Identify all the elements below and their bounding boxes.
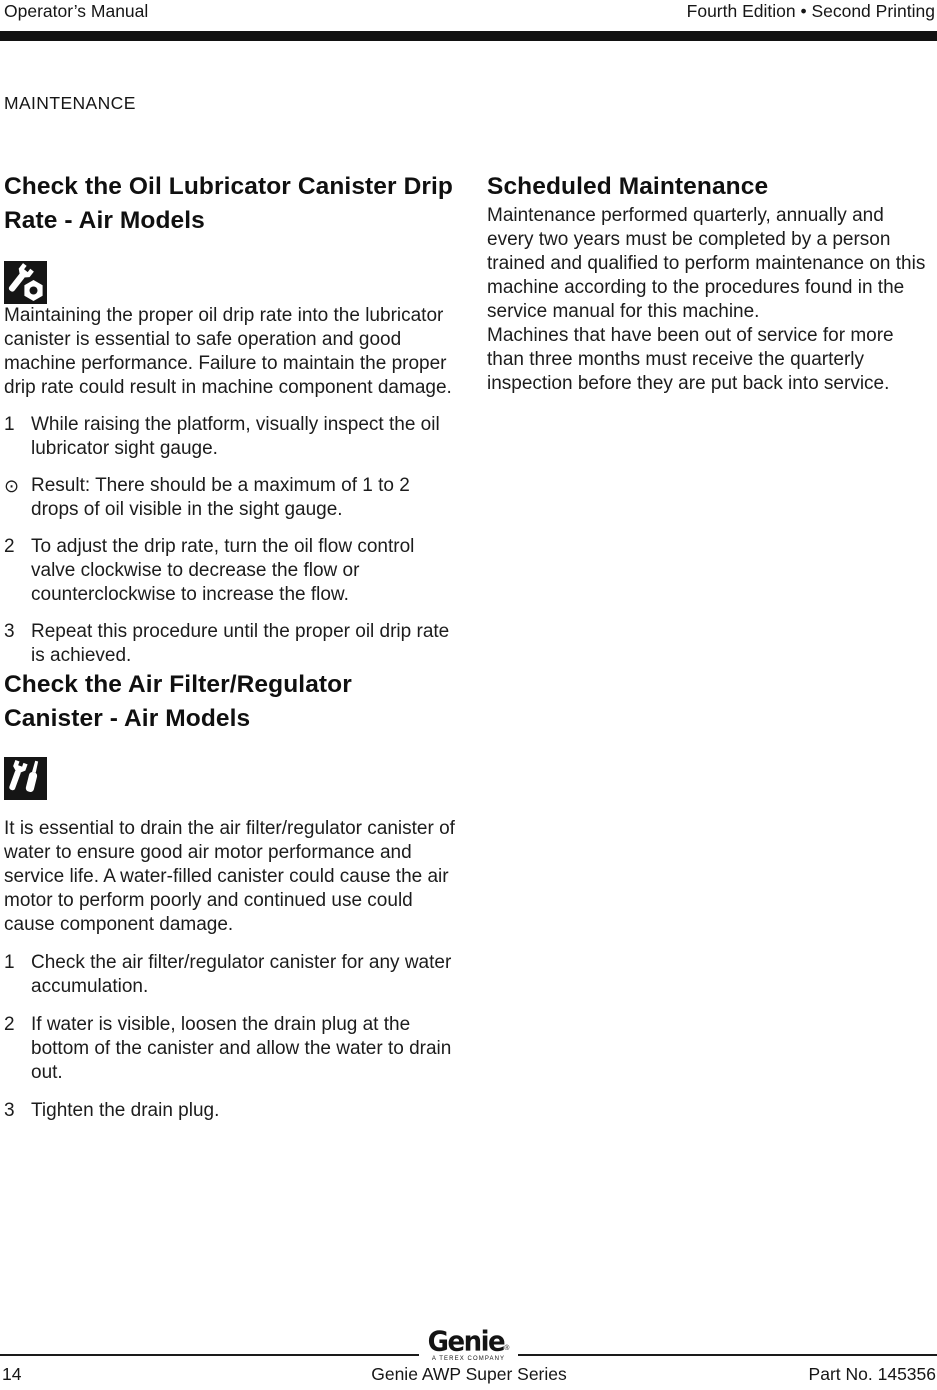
scheduled-maintenance-paragraph: Machines that have been out of service for more than three months must receive the quarterly inspection before they are put back into service. [487, 325, 894, 394]
right-column [487, 170, 933, 396]
section1-title: Check the Oil Lubricator Canister Drip Rate - Air Models [4, 173, 453, 234]
step-text: While raising the platform, visually inspect the oil lubricator sight gauge. [31, 414, 440, 459]
left-column [4, 170, 456, 1123]
genie-wordmark: Genie [427, 1326, 505, 1358]
footer-rule-right [518, 1354, 937, 1356]
genie-logo [419, 1326, 519, 1363]
footer-rule-left [0, 1354, 419, 1356]
page-header [4, 1, 935, 21]
step-marker: 2 [4, 536, 15, 557]
step-text: Repeat this procedure until the proper oil drip rate is achieved. [31, 621, 450, 666]
footer-logo-row [0, 1326, 937, 1363]
section-label: MAINTENANCE [4, 93, 136, 113]
section2-steps [4, 951, 456, 1123]
list-item [4, 535, 456, 607]
step-text: If water is visible, loosen the drain plug at the bottom of the canister and allow the water to drain out. [31, 1014, 452, 1083]
page-number: 14 [2, 1364, 22, 1384]
section2-title: Check the Air Filter/Regulator Canister - Air Models [4, 671, 352, 732]
scheduled-maintenance-paragraph: Maintenance performed quarterly, annually and every two years must be completed by a person trained and qualified to perform maintenance on this machine according to the procedures found in the service manual for this machine. [487, 205, 926, 322]
result-bullet-icon: ⊙ [4, 476, 20, 496]
list-item [4, 1099, 456, 1123]
footer-part-number: Part No. 145356 [808, 1364, 936, 1384]
scheduled-maintenance-title: Scheduled Maintenance [487, 173, 769, 200]
section1-intro: Maintaining the proper oil drip rate into the lubricator canister is essential to safe operation and good machine performance. Failure to maintain the proper drip rate could result in machine component damage. [4, 305, 452, 398]
step-marker: 1 [4, 414, 15, 435]
step-marker: 3 [4, 621, 15, 642]
list-item-result [4, 474, 456, 522]
list-item [4, 1013, 456, 1085]
footer-text-row [0, 1363, 937, 1385]
header-divider-bar [0, 31, 937, 41]
step-marker: 1 [4, 952, 15, 973]
section2-intro: It is essential to drain the air filter/regulator canister of water to ensure good air motor performance and service life. A water-filled canister could cause the air motor to perform poorly and continued use could cause component damage. [4, 818, 455, 935]
step-marker: 2 [4, 1014, 15, 1035]
wrench-screwdriver-icon [4, 757, 47, 800]
step-marker: 3 [4, 1100, 15, 1121]
step-text: Check the air filter/regulator canister for any water accumulation. [31, 952, 452, 997]
step-text: To adjust the drip rate, turn the oil flow control valve clockwise to decrease the flow or counterclockwise to increase the flow. [31, 536, 415, 605]
registered-mark-icon: ® [504, 1345, 510, 1352]
step-text: Tighten the drain plug. [31, 1100, 220, 1121]
step-text: Result: There should be a maximum of 1 to 2 drops of oil visible in the sight gauge. [31, 475, 410, 520]
section1-steps [4, 413, 456, 668]
footer-series-title: Genie AWP Super Series [371, 1364, 567, 1384]
list-item [4, 413, 456, 461]
header-right-edition: Fourth Edition • Second Printing [686, 1, 935, 21]
header-left-title: Operator’s Manual [4, 1, 149, 21]
list-item [4, 951, 456, 999]
genie-tagline: A TEREX COMPANY [431, 1356, 506, 1362]
wrench-nut-icon [4, 261, 47, 304]
list-item [4, 620, 456, 668]
